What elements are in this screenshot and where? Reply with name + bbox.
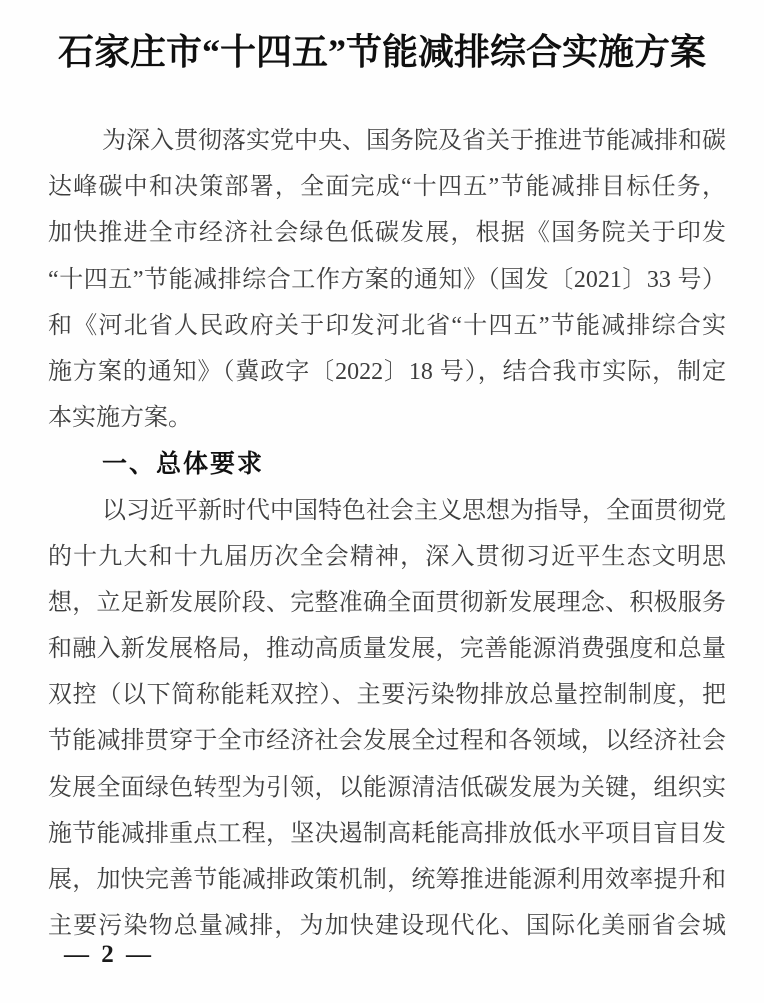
body-line: 达峰碳中和决策部署，全面完成“十四五”节能减排目标任务， — [48, 174, 726, 201]
body-line: 想，立足新发展阶段、完整准确全面贯彻新发展理念、积极服务 — [48, 589, 726, 616]
body-line: 发展全面绿色转型为引领，以能源清洁低碳发展为关键，组织实 — [48, 774, 726, 801]
body-line: 施方案的通知》（冀政字〔2022〕18 号），结合我市实际，制定 — [48, 358, 726, 385]
section-heading: 一、总体要求 — [102, 450, 265, 479]
body-line: 施节能减排重点工程，坚决遏制高耗能高排放低水平项目盲目发 — [48, 820, 726, 847]
body-line: 节能减排贯穿于全市经济社会发展全过程和各领域，以经济社会 — [48, 728, 726, 755]
body-line: 的十九大和十九届历次全会精神，深入贯彻习近平生态文明思 — [48, 543, 726, 570]
body-line: 主要污染物总量减排，为加快建设现代化、国际化美丽省会城 — [48, 913, 726, 940]
body-line: 以习近平新时代中国特色社会主义思想为指导，全面贯彻党 — [102, 497, 726, 524]
body-line: 和《河北省人民政府关于印发河北省“十四五”节能减排综合实 — [48, 312, 726, 339]
body-line: 为深入贯彻落实党中央、国务院及省关于推进节能减排和碳 — [102, 128, 726, 154]
document-body — [48, 118, 726, 949]
body-line: 加快推进全市经济社会绿色低碳发展，根据《国务院关于印发 — [48, 220, 726, 247]
body-line: 双控（以下简称能耗双控）、主要污染物排放总量控制制度，把 — [48, 682, 726, 709]
page-number: — 2 — — [64, 941, 154, 968]
body-line: 展，加快完善节能减排政策机制，统筹推进能源利用效率提升和 — [48, 867, 726, 893]
body-line: “十四五”节能减排综合工作方案的通知》（国发〔2021〕33 号） — [48, 266, 726, 293]
body-line: 本实施方案。 — [48, 405, 192, 432]
document-title: 石家庄市“十四五”节能减排综合实施方案 — [57, 32, 706, 72]
body-line: 和融入新发展格局，推动高质量发展，完善能源消费强度和总量 — [48, 636, 726, 663]
